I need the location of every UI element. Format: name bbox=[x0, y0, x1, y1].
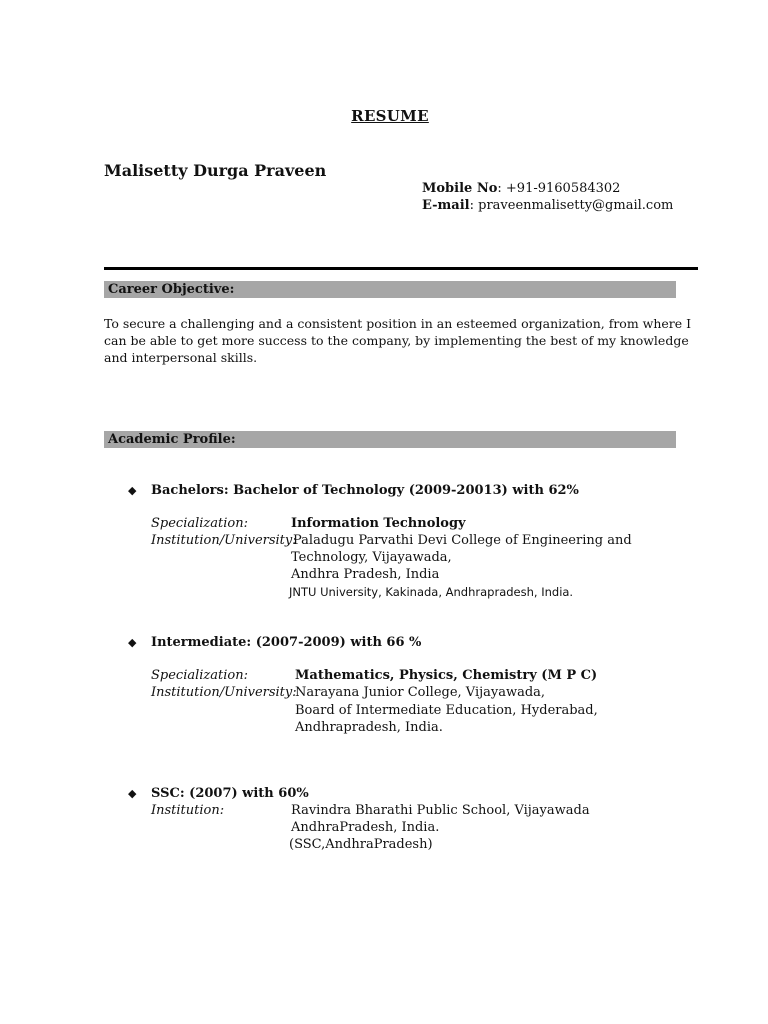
ssc-institution-line: Ravindra Bharathi Public School, Vijayawada bbox=[291, 803, 590, 818]
career-objective-text bbox=[104, 315, 692, 366]
bachelors-university-line: JNTU University, Kakinada, Andhrapradesh, India. bbox=[289, 585, 574, 599]
bachelors-institution-line: Technology, Vijayawada, bbox=[291, 550, 452, 565]
resume-title: RESUME bbox=[351, 107, 429, 125]
intermediate-specialization-label: Specialization: bbox=[151, 668, 248, 683]
academic-profile-heading: Academic Profile: bbox=[104, 431, 676, 448]
mobile-label: Mobile No bbox=[422, 181, 498, 196]
mobile-value: : +91-9160584302 bbox=[497, 181, 621, 196]
diamond-bullet-icon: ◆ bbox=[128, 636, 137, 649]
ssc-title: SSC: (2007) with 60% bbox=[151, 786, 309, 801]
intermediate-institution-label: Institution/University: bbox=[151, 685, 297, 700]
intermediate-specialization: Mathematics, Physics, Chemistry (M P C) bbox=[295, 668, 598, 683]
contact-email bbox=[422, 197, 673, 214]
candidate-name: Malisetty Durga Praveen bbox=[104, 161, 327, 180]
bachelors-institution-label: Institution/University: bbox=[151, 533, 297, 548]
bachelors-specialization-label: Specialization: bbox=[151, 516, 248, 531]
email-value: : praveenmalisetty@gmail.com bbox=[469, 198, 674, 213]
intermediate-title: Intermediate: (2007-2009) with 66 % bbox=[151, 635, 422, 650]
intermediate-institution-line: Board of Intermediate Education, Hyderabad, bbox=[295, 703, 598, 718]
bachelors-institution-line: Andhra Pradesh, India bbox=[291, 567, 440, 582]
objective-line: can be able to get more success to the company, by implementing the best of my knowledge bbox=[104, 333, 689, 348]
bachelors-institution-line: Paladugu Parvathi Devi College of Engineering and bbox=[293, 533, 632, 548]
ssc-institution-line: AndhraPradesh, India. bbox=[291, 820, 440, 835]
ssc-institution-label: Institution: bbox=[151, 803, 225, 818]
intermediate-institution-line: Narayana Junior College, Vijayawada, bbox=[295, 685, 546, 700]
objective-line: To secure a challenging and a consistent position in an esteemed organization, from where I bbox=[104, 316, 692, 331]
email-label: E-mail bbox=[422, 198, 470, 213]
header-divider bbox=[104, 267, 698, 270]
contact-mobile bbox=[422, 180, 620, 197]
career-objective-heading: Career Objective: bbox=[104, 281, 676, 298]
ssc-institution-line: (SSC,AndhraPradesh) bbox=[289, 837, 433, 852]
diamond-bullet-icon: ◆ bbox=[128, 484, 137, 497]
diamond-bullet-icon: ◆ bbox=[128, 787, 137, 800]
intermediate-institution-line: Andhrapradesh, India. bbox=[295, 720, 443, 735]
bachelors-title: Bachelors: Bachelor of Technology (2009-20013) with 62% bbox=[151, 483, 579, 498]
bachelors-specialization: Information Technology bbox=[291, 516, 466, 531]
objective-line: and interpersonal skills. bbox=[104, 350, 258, 365]
